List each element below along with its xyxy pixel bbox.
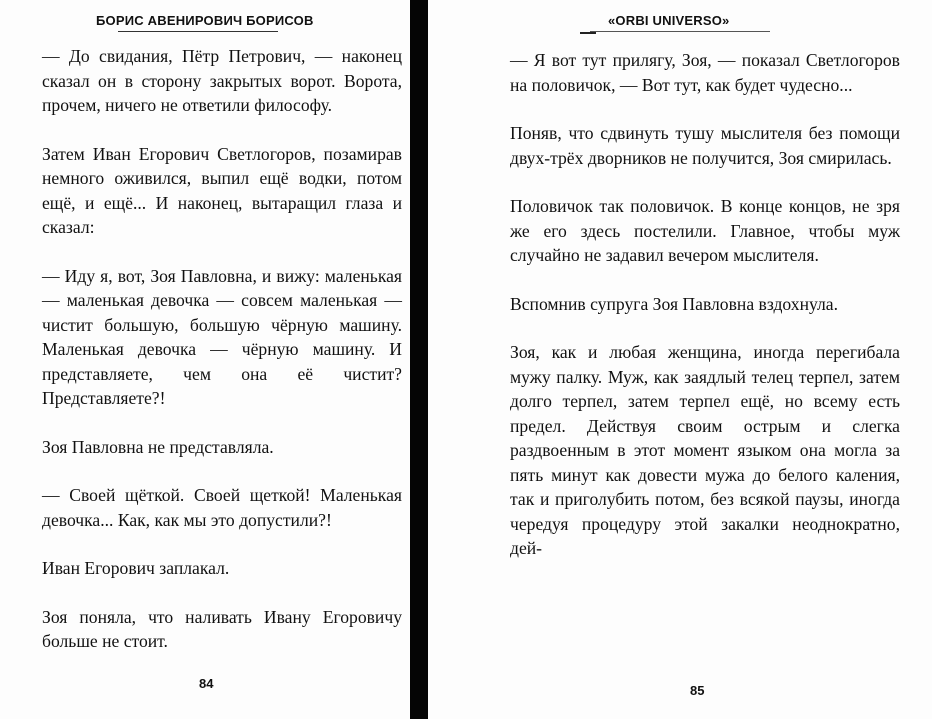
running-header-right: «ORBI UNIVERSO» (608, 13, 730, 28)
page-number-left: 84 (199, 676, 214, 691)
paragraph: Зоя Павловна не представляла. (42, 436, 274, 457)
running-header-left: БОРИС АВЕНИРОВИЧ БОРИСОВ (96, 13, 314, 28)
paragraph: — До свидания, Пётр Петрович, — наконец сказал он в сторону закрытых ворот. Ворота, прочем, ничего не ответили философу. (42, 46, 402, 115)
left-page (0, 0, 418, 719)
paragraph: — Я вот тут прилягу, Зоя, — показал Светлогоров на половичок, — Вот тут, как будет чудесно... (510, 50, 900, 95)
header-rule-left (118, 31, 278, 32)
paragraph: — Своей щёткой. Своей щеткой! Маленькая девочка... Как, как мы это допустили?! (42, 485, 402, 530)
paragraph: Половичок так половичок. В конце концов, не зря же его здесь постелили. Главное, чтобы муж случайно не задавил вечером мыслителя. (510, 196, 900, 265)
header-rule-right (590, 31, 770, 32)
paragraph: Вспомнив супруга Зоя Павловна вздохнула. (510, 293, 839, 314)
paragraph: Иван Егорович заплакал. (42, 558, 230, 578)
paragraph: Зоя поняла, что наливать Ивану Егоровичу больше не стоит. (42, 606, 402, 651)
header-dash (580, 32, 596, 34)
right-page (428, 0, 932, 719)
paragraph: — Иду я, вот, Зоя Павловна, и вижу: маленькая — маленькая девочка — совсем маленькая — чистит большую, большую чёрную машину. Маленькая девочка — чёрную машину. И представляете, чем она её чистит? Представляете?! (42, 265, 402, 408)
right-page-text (510, 48, 900, 561)
paragraph: Зоя, как и любая женщина, иногда перегибала мужу палку. Муж, как заядлый телец терпел, затем долго терпел, затем терпел ещё, но всему есть предел. Действуя своим острым и слегка раздвоенным в этот момент языком она могла за пять минут как довести мужа до белого каления, так и приголубить потом, без всякой паузы, иногда чередуя процедуру этой закалки неоднократно, дей- (510, 342, 900, 558)
paragraph: Поняв, что сдвинуть тушу мыслителя без помощи двух-трёх дворников не получится, Зоя смирилась. (510, 123, 900, 168)
left-page-text (42, 44, 402, 654)
paragraph: Затем Иван Егорович Светлогоров, позамирав немного оживился, выпил ещё водки, потом ещё, и ещё... И наконец, вытаращил глаза и сказал: (42, 143, 402, 237)
page-number-right: 85 (690, 683, 705, 698)
